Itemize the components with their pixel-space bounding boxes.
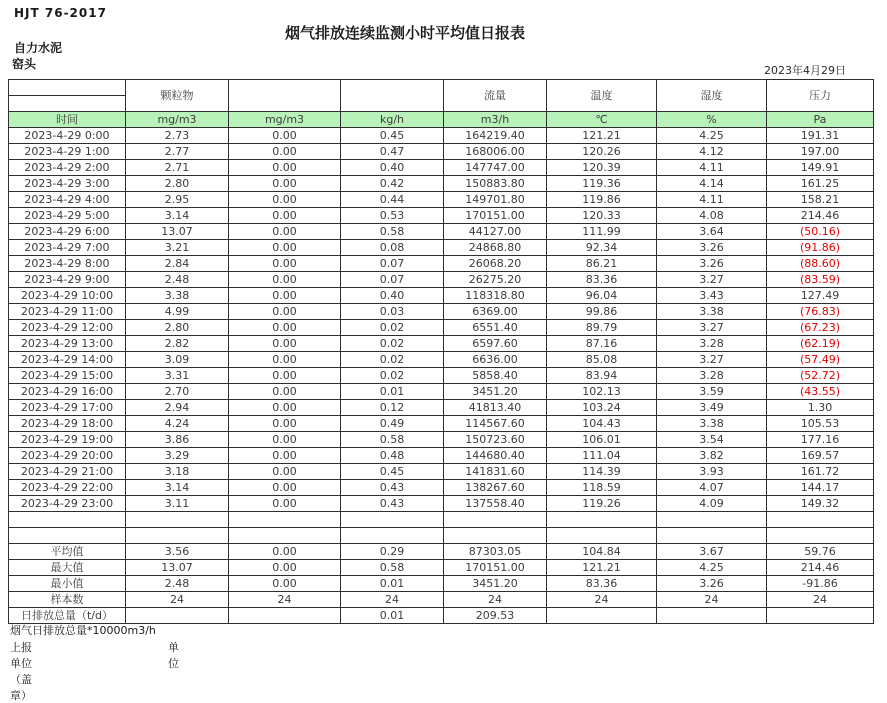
value-cell: 4.24 — [126, 416, 229, 432]
value-cell: 2.48 — [126, 272, 229, 288]
value-cell: 111.99 — [547, 224, 657, 240]
value-cell: 106.01 — [547, 432, 657, 448]
value-cell: 44127.00 — [444, 224, 547, 240]
value-cell: 4.25 — [657, 560, 767, 576]
value-cell: 3.38 — [657, 304, 767, 320]
value-cell: 0.00 — [229, 448, 341, 464]
value-cell: 0.00 — [229, 128, 341, 144]
value-cell: 144680.40 — [444, 448, 547, 464]
unit-cell: mg/m3 — [229, 112, 341, 128]
value-cell: 0.40 — [341, 288, 444, 304]
value-cell — [547, 608, 657, 624]
table-row — [9, 352, 874, 368]
table-row — [9, 368, 874, 384]
value-cell: 0.00 — [229, 416, 341, 432]
value-cell: (52.72) — [767, 368, 874, 384]
table-row — [9, 448, 874, 464]
time-cell: 2023-4-29 8:00 — [9, 256, 126, 272]
value-cell: 2.84 — [126, 256, 229, 272]
value-cell: 3.93 — [657, 464, 767, 480]
value-cell: 118318.80 — [444, 288, 547, 304]
value-cell: 0.53 — [341, 208, 444, 224]
value-cell: 0.00 — [229, 304, 341, 320]
station-name: 窑头 — [12, 57, 37, 71]
value-cell: 0.00 — [229, 432, 341, 448]
value-cell: 214.46 — [767, 208, 874, 224]
value-cell: 119.36 — [547, 176, 657, 192]
value-cell: 141831.60 — [444, 464, 547, 480]
value-cell: 0.00 — [229, 288, 341, 304]
value-cell: 2.80 — [126, 176, 229, 192]
value-cell: 4.14 — [657, 176, 767, 192]
value-cell: (57.49) — [767, 352, 874, 368]
time-cell: 2023-4-29 1:00 — [9, 144, 126, 160]
time-cell: 2023-4-29 6:00 — [9, 224, 126, 240]
table-row — [9, 336, 874, 352]
table-row — [9, 560, 874, 576]
table-row — [9, 416, 874, 432]
value-cell: 0.40 — [341, 160, 444, 176]
standard-code: HJT 76-2017 — [14, 6, 107, 20]
value-cell: 3.09 — [126, 352, 229, 368]
time-cell: 2023-4-29 20:00 — [9, 448, 126, 464]
value-cell: 149.32 — [767, 496, 874, 512]
value-cell: 0.43 — [341, 480, 444, 496]
unit-cell: % — [657, 112, 767, 128]
value-cell: 0.00 — [229, 224, 341, 240]
value-cell: 191.31 — [767, 128, 874, 144]
value-cell: 3.29 — [126, 448, 229, 464]
value-cell: 3.49 — [657, 400, 767, 416]
time-cell: 2023-4-29 18:00 — [9, 416, 126, 432]
value-cell: 121.21 — [547, 560, 657, 576]
table-row — [9, 192, 874, 208]
value-cell: 0.08 — [341, 240, 444, 256]
value-cell: 144.17 — [767, 480, 874, 496]
table-row — [9, 480, 874, 496]
value-cell: 4.99 — [126, 304, 229, 320]
value-cell: 0.00 — [229, 176, 341, 192]
value-cell: 0.43 — [341, 496, 444, 512]
value-cell: 4.11 — [657, 160, 767, 176]
value-cell: 2.71 — [126, 160, 229, 176]
time-cell: 2023-4-29 14:00 — [9, 352, 126, 368]
value-cell: 158.21 — [767, 192, 874, 208]
value-cell: 92.34 — [547, 240, 657, 256]
group-header-row — [9, 80, 874, 96]
value-cell: 0.02 — [341, 352, 444, 368]
value-cell — [229, 608, 341, 624]
value-cell: 0.01 — [341, 608, 444, 624]
value-cell: 161.72 — [767, 464, 874, 480]
value-cell: 0.47 — [341, 144, 444, 160]
value-cell: 138267.60 — [444, 480, 547, 496]
value-cell: 2.70 — [126, 384, 229, 400]
value-cell: 0.45 — [341, 128, 444, 144]
table-row — [9, 240, 874, 256]
value-cell: 24 — [444, 592, 547, 608]
value-cell: 197.00 — [767, 144, 874, 160]
value-cell: 26068.20 — [444, 256, 547, 272]
time-cell: 2023-4-29 17:00 — [9, 400, 126, 416]
value-cell: 13.07 — [126, 560, 229, 576]
time-cell: 2023-4-29 5:00 — [9, 208, 126, 224]
value-cell: 83.36 — [547, 272, 657, 288]
value-cell: 0.00 — [229, 208, 341, 224]
time-cell: 2023-4-29 7:00 — [9, 240, 126, 256]
value-cell: 5858.40 — [444, 368, 547, 384]
value-cell: 164219.40 — [444, 128, 547, 144]
unit-cell: m3/h — [444, 112, 547, 128]
value-cell: 0.00 — [229, 320, 341, 336]
value-cell: 4.25 — [657, 128, 767, 144]
value-cell: 59.76 — [767, 544, 874, 560]
value-cell: (62.19) — [767, 336, 874, 352]
value-cell: 161.25 — [767, 176, 874, 192]
value-cell: 0.29 — [341, 544, 444, 560]
company-name: 自力水泥 — [14, 41, 63, 55]
value-cell: 41813.40 — [444, 400, 547, 416]
value-cell: 102.13 — [547, 384, 657, 400]
value-cell: 104.84 — [547, 544, 657, 560]
unit-cell: ℃ — [547, 112, 657, 128]
value-cell: 3.27 — [657, 272, 767, 288]
time-cell: 2023-4-29 21:00 — [9, 464, 126, 480]
time-cell: 2023-4-29 12:00 — [9, 320, 126, 336]
value-cell: 3.28 — [657, 336, 767, 352]
value-cell: 3.43 — [657, 288, 767, 304]
value-cell: 3.38 — [657, 416, 767, 432]
value-cell: 149701.80 — [444, 192, 547, 208]
value-cell: 26275.20 — [444, 272, 547, 288]
blank-pollutant-cell-3 — [341, 80, 444, 112]
value-cell: 3.86 — [126, 432, 229, 448]
value-cell: 3.18 — [126, 464, 229, 480]
value-cell: 105.53 — [767, 416, 874, 432]
time-cell: 2023-4-29 4:00 — [9, 192, 126, 208]
value-cell: (88.60) — [767, 256, 874, 272]
value-cell: 0.07 — [341, 256, 444, 272]
time-cell: 2023-4-29 3:00 — [9, 176, 126, 192]
table-row — [9, 224, 874, 240]
value-cell: 0.00 — [229, 384, 341, 400]
table-row — [9, 544, 874, 560]
value-cell: 2.73 — [126, 128, 229, 144]
blank-pollutant-cell-2 — [229, 80, 341, 112]
table-row — [9, 400, 874, 416]
table-row — [9, 208, 874, 224]
unit-label: 单位 — [168, 641, 179, 670]
unit-cell: mg/m3 — [126, 112, 229, 128]
value-cell: 24 — [767, 592, 874, 608]
value-cell — [657, 608, 767, 624]
value-cell: 24 — [229, 592, 341, 608]
summary-label-cell: 最小值 — [9, 576, 126, 592]
summary-label-cell: 日排放总量（t/d） — [9, 608, 126, 624]
value-cell: 3.27 — [657, 352, 767, 368]
value-cell: 119.86 — [547, 192, 657, 208]
value-cell: 0.00 — [229, 256, 341, 272]
value-cell: 3.11 — [126, 496, 229, 512]
unit-cell: kg/h — [341, 112, 444, 128]
value-cell: (50.16) — [767, 224, 874, 240]
value-cell: 0.42 — [341, 176, 444, 192]
table-row — [9, 592, 874, 608]
value-cell: 3.21 — [126, 240, 229, 256]
value-cell: 24 — [657, 592, 767, 608]
value-cell: 150723.60 — [444, 432, 547, 448]
value-cell: 111.04 — [547, 448, 657, 464]
pressure-header-cell: 压力 — [767, 80, 874, 112]
value-cell: 3.28 — [657, 368, 767, 384]
data-rows — [9, 128, 874, 512]
value-cell: 3.38 — [126, 288, 229, 304]
value-cell: 3.59 — [657, 384, 767, 400]
humidity-header-cell: 湿度 — [657, 80, 767, 112]
value-cell: 3.64 — [657, 224, 767, 240]
value-cell: 0.02 — [341, 320, 444, 336]
time-cell: 2023-4-29 15:00 — [9, 368, 126, 384]
value-cell: 147747.00 — [444, 160, 547, 176]
spacer-row — [9, 512, 874, 528]
value-cell: 0.00 — [229, 496, 341, 512]
table-row — [9, 288, 874, 304]
value-cell: 24 — [126, 592, 229, 608]
table-row — [9, 256, 874, 272]
value-cell: 119.26 — [547, 496, 657, 512]
value-cell: 0.02 — [341, 336, 444, 352]
value-cell: 214.46 — [767, 560, 874, 576]
time-cell: 2023-4-29 13:00 — [9, 336, 126, 352]
time-cell: 2023-4-29 23:00 — [9, 496, 126, 512]
value-cell: 0.00 — [229, 560, 341, 576]
header-blank-bottom-cell — [9, 96, 126, 112]
table-row — [9, 272, 874, 288]
value-cell: 0.00 — [229, 480, 341, 496]
value-cell: 3.67 — [657, 544, 767, 560]
value-cell: 2.95 — [126, 192, 229, 208]
value-cell: -91.86 — [767, 576, 874, 592]
flow-header-cell: 流量 — [444, 80, 547, 112]
time-cell: 2023-4-29 22:00 — [9, 480, 126, 496]
value-cell: 3.14 — [126, 480, 229, 496]
table-row — [9, 304, 874, 320]
value-cell: 0.03 — [341, 304, 444, 320]
value-cell: 0.58 — [341, 560, 444, 576]
time-cell: 2023-4-29 10:00 — [9, 288, 126, 304]
table-row — [9, 496, 874, 512]
value-cell: (67.23) — [767, 320, 874, 336]
unit-header-row — [9, 112, 874, 128]
value-cell: 87303.05 — [444, 544, 547, 560]
value-cell: 114567.60 — [444, 416, 547, 432]
value-cell: 13.07 — [126, 224, 229, 240]
value-cell: 2.82 — [126, 336, 229, 352]
value-cell: 120.39 — [547, 160, 657, 176]
value-cell: 6636.00 — [444, 352, 547, 368]
value-cell: 127.49 — [767, 288, 874, 304]
report-table — [8, 79, 874, 624]
value-cell: 169.57 — [767, 448, 874, 464]
value-cell: 6597.60 — [444, 336, 547, 352]
value-cell: 118.59 — [547, 480, 657, 496]
value-cell: 4.09 — [657, 496, 767, 512]
time-cell: 2023-4-29 11:00 — [9, 304, 126, 320]
table-row — [9, 160, 874, 176]
value-cell: 3.26 — [657, 256, 767, 272]
header-blank-top-cell — [9, 80, 126, 96]
value-cell: 24868.80 — [444, 240, 547, 256]
value-cell: 4.11 — [657, 192, 767, 208]
value-cell: 0.00 — [229, 144, 341, 160]
value-cell: 3.26 — [657, 240, 767, 256]
value-cell: 0.58 — [341, 224, 444, 240]
unit-cell: Pa — [767, 112, 874, 128]
value-cell: 3.54 — [657, 432, 767, 448]
value-cell: 24 — [341, 592, 444, 608]
table-row — [9, 464, 874, 480]
value-cell: 0.12 — [341, 400, 444, 416]
value-cell: 3.82 — [657, 448, 767, 464]
value-cell: 3.14 — [126, 208, 229, 224]
value-cell: (76.83) — [767, 304, 874, 320]
value-cell: 0.02 — [341, 368, 444, 384]
value-cell: 85.08 — [547, 352, 657, 368]
value-cell: 89.79 — [547, 320, 657, 336]
value-cell: 104.43 — [547, 416, 657, 432]
value-cell: 0.00 — [229, 272, 341, 288]
value-cell: 83.36 — [547, 576, 657, 592]
value-cell: 3451.20 — [444, 576, 547, 592]
value-cell: 86.21 — [547, 256, 657, 272]
spacer-row — [9, 528, 874, 544]
value-cell: 170151.00 — [444, 208, 547, 224]
value-cell: 4.08 — [657, 208, 767, 224]
value-cell: 24 — [547, 592, 657, 608]
summary-label-cell: 样本数 — [9, 592, 126, 608]
value-cell: 3.26 — [657, 576, 767, 592]
value-cell: 4.12 — [657, 144, 767, 160]
summary-label-cell: 最大值 — [9, 560, 126, 576]
value-cell: 2.77 — [126, 144, 229, 160]
value-cell: 0.00 — [229, 400, 341, 416]
time-cell: 2023-4-29 19:00 — [9, 432, 126, 448]
value-cell: 149.91 — [767, 160, 874, 176]
value-cell: 120.33 — [547, 208, 657, 224]
value-cell: 103.24 — [547, 400, 657, 416]
value-cell: 0.00 — [229, 192, 341, 208]
value-cell: 83.94 — [547, 368, 657, 384]
table-row — [9, 384, 874, 400]
value-cell: 2.48 — [126, 576, 229, 592]
report-date: 2023年4月29日 — [764, 64, 846, 77]
value-cell: 137558.40 — [444, 496, 547, 512]
value-cell: 1.30 — [767, 400, 874, 416]
value-cell: 0.00 — [229, 352, 341, 368]
value-cell: 177.16 — [767, 432, 874, 448]
value-cell: 170151.00 — [444, 560, 547, 576]
value-cell: 0.45 — [341, 464, 444, 480]
table-row — [9, 128, 874, 144]
value-cell: 0.58 — [341, 432, 444, 448]
time-cell: 2023-4-29 0:00 — [9, 128, 126, 144]
value-cell: 0.49 — [341, 416, 444, 432]
value-cell: 121.21 — [547, 128, 657, 144]
summary-rows — [9, 544, 874, 624]
value-cell: 0.00 — [229, 576, 341, 592]
value-cell: 87.16 — [547, 336, 657, 352]
value-cell: 6551.40 — [444, 320, 547, 336]
value-cell: 3451.20 — [444, 384, 547, 400]
value-cell: (83.59) — [767, 272, 874, 288]
value-cell: 99.86 — [547, 304, 657, 320]
value-cell: 3.31 — [126, 368, 229, 384]
value-cell: 150883.80 — [444, 176, 547, 192]
value-cell: 6369.00 — [444, 304, 547, 320]
table-row — [9, 576, 874, 592]
value-cell: 0.48 — [341, 448, 444, 464]
pollutant-header-cell: 颗粒物 — [126, 80, 229, 112]
value-cell: 0.00 — [229, 336, 341, 352]
value-cell: (43.55) — [767, 384, 874, 400]
value-cell: 0.00 — [229, 240, 341, 256]
value-cell: 120.26 — [547, 144, 657, 160]
table-row — [9, 320, 874, 336]
value-cell: 0.00 — [229, 368, 341, 384]
summary-label-cell: 平均值 — [9, 544, 126, 560]
time-cell: 2023-4-29 9:00 — [9, 272, 126, 288]
table-row — [9, 432, 874, 448]
footer-note: 烟气日排放总量*10000m3/h — [10, 624, 156, 637]
value-cell: 0.07 — [341, 272, 444, 288]
value-cell: 0.01 — [341, 576, 444, 592]
time-header-cell: 时间 — [9, 112, 126, 128]
value-cell: 3.27 — [657, 320, 767, 336]
value-cell: 114.39 — [547, 464, 657, 480]
value-cell: 0.00 — [229, 160, 341, 176]
value-cell: 2.80 — [126, 320, 229, 336]
value-cell: 209.53 — [444, 608, 547, 624]
value-cell: 96.04 — [547, 288, 657, 304]
report-unit-label: 上报单位（盖章） — [10, 641, 32, 702]
time-cell: 2023-4-29 16:00 — [9, 384, 126, 400]
value-cell: 0.00 — [229, 544, 341, 560]
value-cell: 2.94 — [126, 400, 229, 416]
time-cell: 2023-4-29 2:00 — [9, 160, 126, 176]
value-cell: 0.01 — [341, 384, 444, 400]
temperature-header-cell: 温度 — [547, 80, 657, 112]
table-row — [9, 176, 874, 192]
value-cell: 3.56 — [126, 544, 229, 560]
page-title: 烟气排放连续监测小时平均值日报表 — [284, 24, 525, 42]
value-cell: 0.44 — [341, 192, 444, 208]
value-cell: 0.00 — [229, 464, 341, 480]
value-cell: 168006.00 — [444, 144, 547, 160]
value-cell — [767, 608, 874, 624]
value-cell: (91.86) — [767, 240, 874, 256]
table-row — [9, 144, 874, 160]
value-cell: 4.07 — [657, 480, 767, 496]
